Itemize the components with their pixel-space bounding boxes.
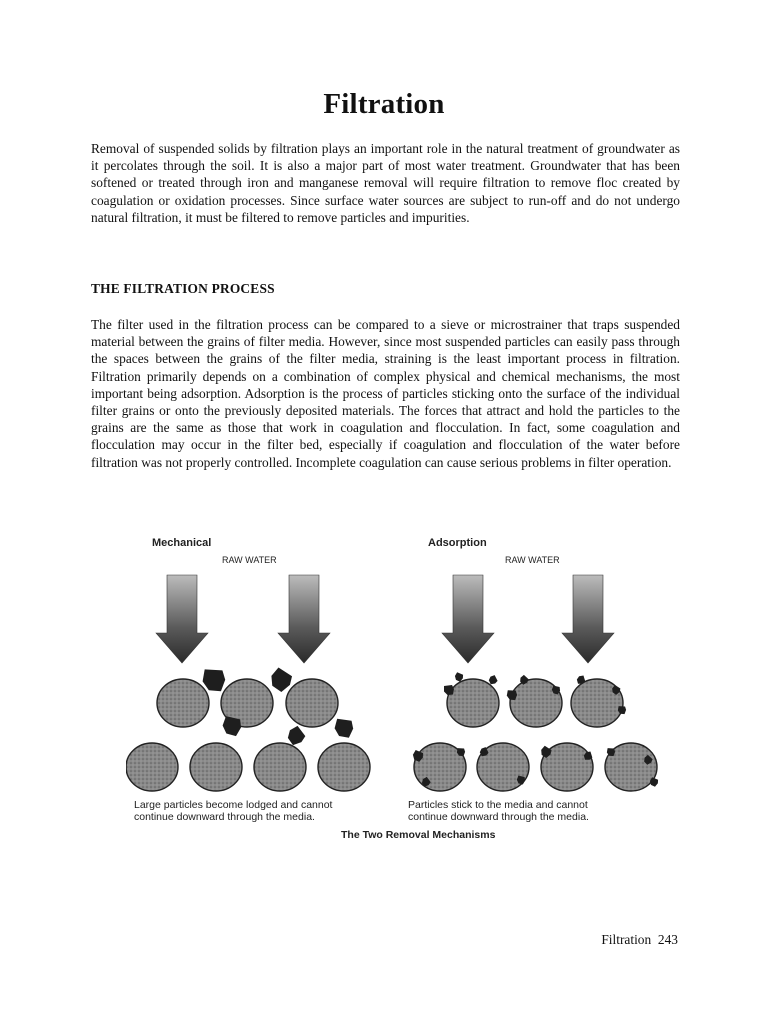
mechanical-caption-line-1: Large particles become lodged and cannot — [134, 799, 333, 811]
footer-page-number: 243 — [657, 932, 678, 947]
flow-arrows — [156, 575, 614, 663]
adsorption-caption-line-2: continue downward through the media. — [408, 811, 589, 823]
particle-icon — [201, 667, 226, 692]
section-paragraph: The filter used in the filtration process can be compared to a sieve or microstrainer that traps suspended material between the grains of filter media. However, since most suspended particles can easily pass through the spaces between the grains of the filter media, straining is the least important process in filtration. Filtration primarily depends on a combination of complex physical and chemical mechanisms, the most important being adsorption. Adsorption is the process of particles sticking onto the surface of the individual filter grains or onto the previously deposited materials. The forces that attract and hold the particles to the grains are the same as those that work in coagulation and flocculation. In fact, some coagulation and flocculation may occur in the filter bed, especially if coagulation and flocculation of the water before filtration was not properly controlled. Incomplete coagulation can cause serious problems in filter operation. — [91, 317, 680, 470]
filter-grain-icon — [254, 743, 306, 791]
page-footer — [560, 932, 678, 948]
removal-mechanisms-figure — [126, 530, 666, 846]
filter-grains — [126, 679, 657, 791]
down-arrow-icon — [562, 575, 614, 663]
filter-grain-icon — [157, 679, 209, 727]
down-arrow-icon — [278, 575, 330, 663]
adsorption-raw-water-label: RAW WATER — [505, 555, 560, 565]
mechanical-caption-line-2: continue downward through the media. — [134, 811, 315, 823]
filter-grain-icon — [318, 743, 370, 791]
filter-grain-icon — [126, 743, 178, 791]
figure-drawing — [126, 530, 666, 846]
down-arrow-icon — [442, 575, 494, 663]
mechanical-panel-title: Mechanical — [152, 537, 212, 549]
page-title: Filtration — [323, 88, 445, 120]
intro-paragraph: Removal of suspended solids by filtration plays an important role in the natural treatment of groundwater as it percolates through the soil. It is also a major part of most water treatment. Groundwater that has been softened or treated through iron and manganese removal will require filtration to remove floc created by coagulation or oxidation processes. Since surface water sources are subject to run-off and do not undergo natural filtration, it must be filtered to remove particles and impurities. — [91, 141, 680, 225]
section-heading: THE FILTRATION PROCESS — [91, 281, 275, 296]
footer-label: Filtration — [601, 932, 652, 947]
particle-icon — [333, 717, 355, 739]
particle-icon — [444, 685, 454, 695]
mechanical-raw-water-label: RAW WATER — [222, 555, 277, 565]
filter-grain-icon — [286, 679, 338, 727]
down-arrow-icon — [156, 575, 208, 663]
filter-grain-icon — [190, 743, 242, 791]
adsorption-panel-title: Adsorption — [428, 537, 487, 549]
adsorption-caption-line-1: Particles stick to the media and cannot — [408, 799, 588, 811]
filter-grain-icon — [447, 679, 499, 727]
figure-caption: The Two Removal Mechanisms — [341, 829, 496, 841]
